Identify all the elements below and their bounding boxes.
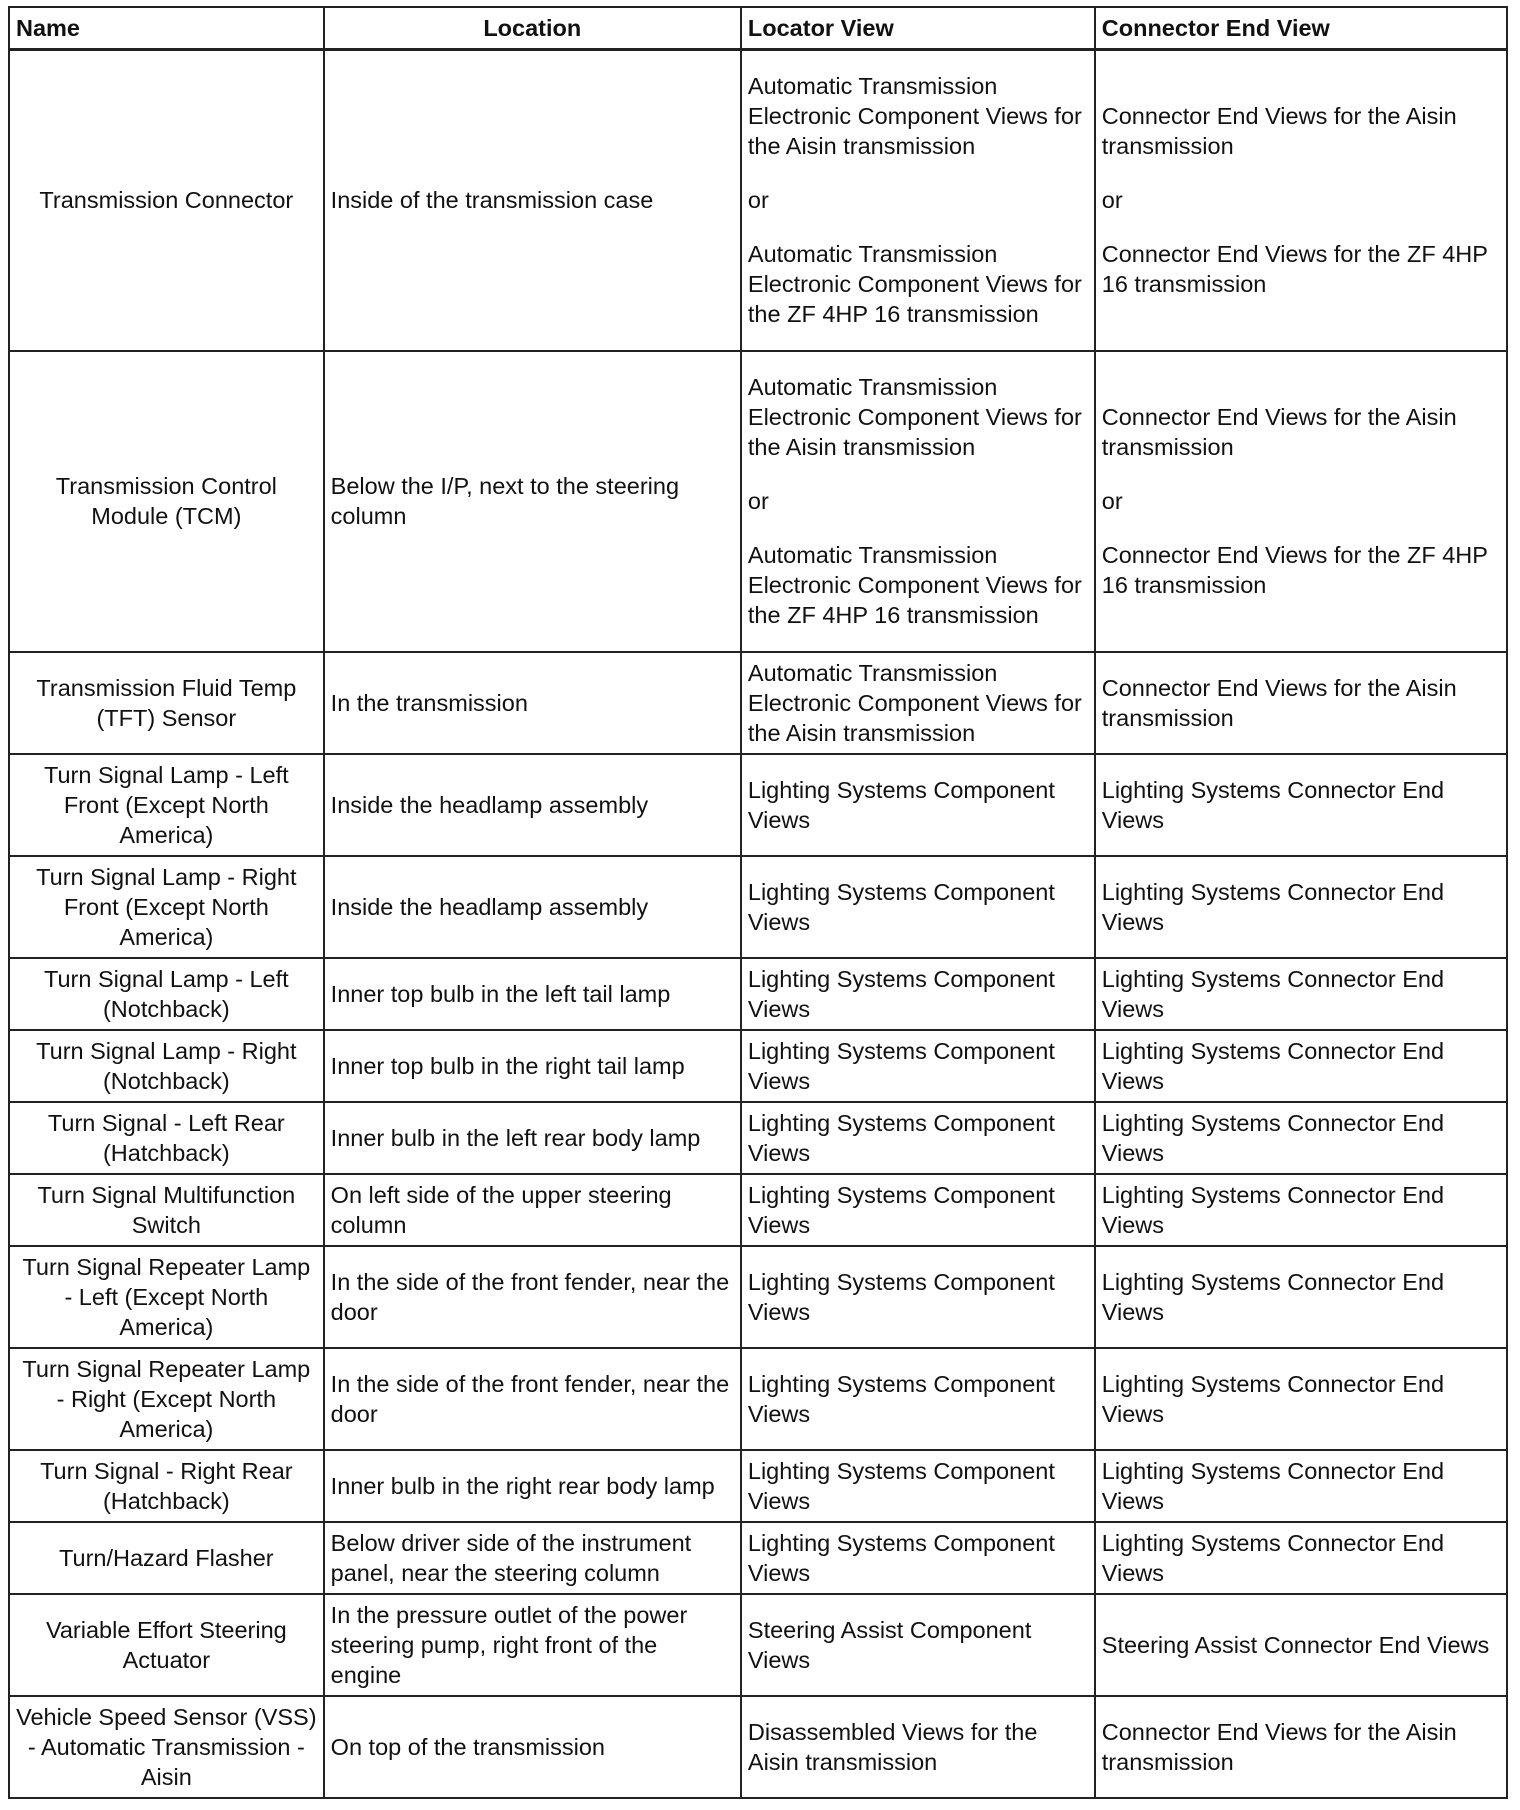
locator-view-option: Automatic Transmission Electronic Component Views for the Aisin transmission [747, 73, 1082, 160]
cell-location: Inside the headlamp assembly [324, 754, 741, 856]
cell-locator-view: Lighting Systems Component Views [741, 1348, 1095, 1450]
table-row [9, 856, 1507, 958]
table-row [9, 1450, 1507, 1522]
cell-location: Inner bulb in the right rear body lamp [324, 1450, 741, 1522]
cell-location: On left side of the upper steering column [324, 1174, 741, 1246]
cell-name: Turn Signal - Left Rear (Hatchback) [9, 1102, 324, 1174]
table-row [9, 1246, 1507, 1348]
cell-connector-end-view: Lighting Systems Connector End Views [1095, 958, 1507, 1030]
cell-locator-view: Steering Assist Component Views [741, 1594, 1095, 1696]
cell-connector-end-view: Lighting Systems Connector End Views [1095, 1450, 1507, 1522]
cell-location: Below the I/P, next to the steering column [324, 351, 741, 652]
cell-locator-view: Lighting Systems Component Views [741, 958, 1095, 1030]
cell-locator-view: Lighting Systems Component Views [741, 754, 1095, 856]
cell-name: Turn Signal Multifunction Switch [9, 1174, 324, 1246]
cell-connector-end-view [1095, 351, 1507, 652]
table-row [9, 1594, 1507, 1696]
cell-name: Turn Signal Repeater Lamp - Left (Except North America) [9, 1246, 324, 1348]
cell-locator-view: Lighting Systems Component Views [741, 1522, 1095, 1594]
cell-location: Inner top bulb in the left tail lamp [324, 958, 741, 1030]
locator-view-option: Automatic Transmission Electronic Component Views for the ZF 4HP 16 transmission [747, 542, 1082, 628]
or-separator: or [747, 488, 769, 514]
cell-name: Turn Signal Repeater Lamp - Right (Except North America) [9, 1348, 324, 1450]
cell-connector-end-view [1095, 50, 1507, 351]
cell-connector-end-view: Lighting Systems Connector End Views [1095, 1174, 1507, 1246]
connector-view-option: Connector End Views for the ZF 4HP 16 transmission [1101, 241, 1488, 298]
cell-name: Transmission Fluid Temp (TFT) Sensor [9, 652, 324, 754]
cell-connector-end-view: Lighting Systems Connector End Views [1095, 1102, 1507, 1174]
cell-name: Turn Signal Lamp - Right (Notchback) [9, 1030, 324, 1102]
component-locator-table [8, 6, 1508, 1799]
cell-connector-end-view: Lighting Systems Connector End Views [1095, 1030, 1507, 1102]
cell-locator-view: Lighting Systems Component Views [741, 1246, 1095, 1348]
cell-connector-end-view: Connector End Views for the Aisin transmission [1095, 1696, 1507, 1798]
cell-locator-view: Lighting Systems Component Views [741, 1102, 1095, 1174]
cell-name: Turn Signal Lamp - Right Front (Except North America) [9, 856, 324, 958]
table-row [9, 754, 1507, 856]
cell-connector-end-view: Lighting Systems Connector End Views [1095, 856, 1507, 958]
table-row [9, 652, 1507, 754]
cell-locator-view: Automatic Transmission Electronic Component Views for the Aisin transmission [741, 652, 1095, 754]
cell-name: Turn Signal Lamp - Left Front (Except North America) [9, 754, 324, 856]
connector-view-option: Connector End Views for the Aisin transmission [1101, 103, 1457, 160]
cell-location: In the side of the front fender, near the door [324, 1246, 741, 1348]
locator-view-option: Automatic Transmission Electronic Component Views for the ZF 4HP 16 transmission [747, 241, 1082, 328]
connector-view-option: Connector End Views for the ZF 4HP 16 transmission [1101, 542, 1488, 598]
or-separator: or [1101, 187, 1123, 214]
cell-locator-view: Lighting Systems Component Views [741, 856, 1095, 958]
cell-location: Inner bulb in the left rear body lamp [324, 1102, 741, 1174]
cell-location: Inside of the transmission case [324, 50, 741, 351]
cell-name: Variable Effort Steering Actuator [9, 1594, 324, 1696]
header-row [9, 7, 1507, 50]
table-row [9, 1696, 1507, 1798]
table-row [9, 1102, 1507, 1174]
cell-location: In the pressure outlet of the power steering pump, right front of the engine [324, 1594, 741, 1696]
cell-locator-view [741, 50, 1095, 351]
cell-name: Turn Signal - Right Rear (Hatchback) [9, 1450, 324, 1522]
cell-location: Inner top bulb in the right tail lamp [324, 1030, 741, 1102]
cell-name: Transmission Control Module (TCM) [9, 351, 324, 652]
table-row [9, 1030, 1507, 1102]
table-row [9, 351, 1507, 652]
cell-name: Vehicle Speed Sensor (VSS) - Automatic Transmission - Aisin [9, 1696, 324, 1798]
header-connector-end-view: Connector End View [1095, 7, 1507, 50]
cell-location: In the transmission [324, 652, 741, 754]
table-row [9, 50, 1507, 351]
cell-connector-end-view: Steering Assist Connector End Views [1095, 1594, 1507, 1696]
cell-connector-end-view: Lighting Systems Connector End Views [1095, 1522, 1507, 1594]
cell-connector-end-view: Connector End Views for the Aisin transmission [1095, 652, 1507, 754]
cell-location: Inside the headlamp assembly [324, 856, 741, 958]
or-separator: or [1101, 488, 1123, 514]
header-locator-view: Locator View [741, 7, 1095, 50]
header-location: Location [324, 7, 741, 50]
cell-location: On top of the transmission [324, 1696, 741, 1798]
cell-locator-view: Lighting Systems Component Views [741, 1030, 1095, 1102]
cell-connector-end-view: Lighting Systems Connector End Views [1095, 1348, 1507, 1450]
table-row [9, 1522, 1507, 1594]
cell-connector-end-view: Lighting Systems Connector End Views [1095, 754, 1507, 856]
cell-connector-end-view: Lighting Systems Connector End Views [1095, 1246, 1507, 1348]
table-row [9, 958, 1507, 1030]
header-name: Name [9, 7, 324, 50]
cell-name: Transmission Connector [9, 50, 324, 351]
cell-name: Turn/Hazard Flasher [9, 1522, 324, 1594]
cell-locator-view: Lighting Systems Component Views [741, 1450, 1095, 1522]
cell-name: Turn Signal Lamp - Left (Notchback) [9, 958, 324, 1030]
cell-locator-view: Lighting Systems Component Views [741, 1174, 1095, 1246]
cell-location: In the side of the front fender, near the door [324, 1348, 741, 1450]
or-separator: or [747, 187, 769, 214]
cell-locator-view: Disassembled Views for the Aisin transmission [741, 1696, 1095, 1798]
connector-view-option: Connector End Views for the Aisin transmission [1101, 404, 1457, 460]
table-row [9, 1174, 1507, 1246]
locator-view-option: Automatic Transmission Electronic Component Views for the Aisin transmission [747, 374, 1082, 460]
table-row [9, 1348, 1507, 1450]
cell-locator-view [741, 351, 1095, 652]
cell-location: Below driver side of the instrument panel, near the steering column [324, 1522, 741, 1594]
